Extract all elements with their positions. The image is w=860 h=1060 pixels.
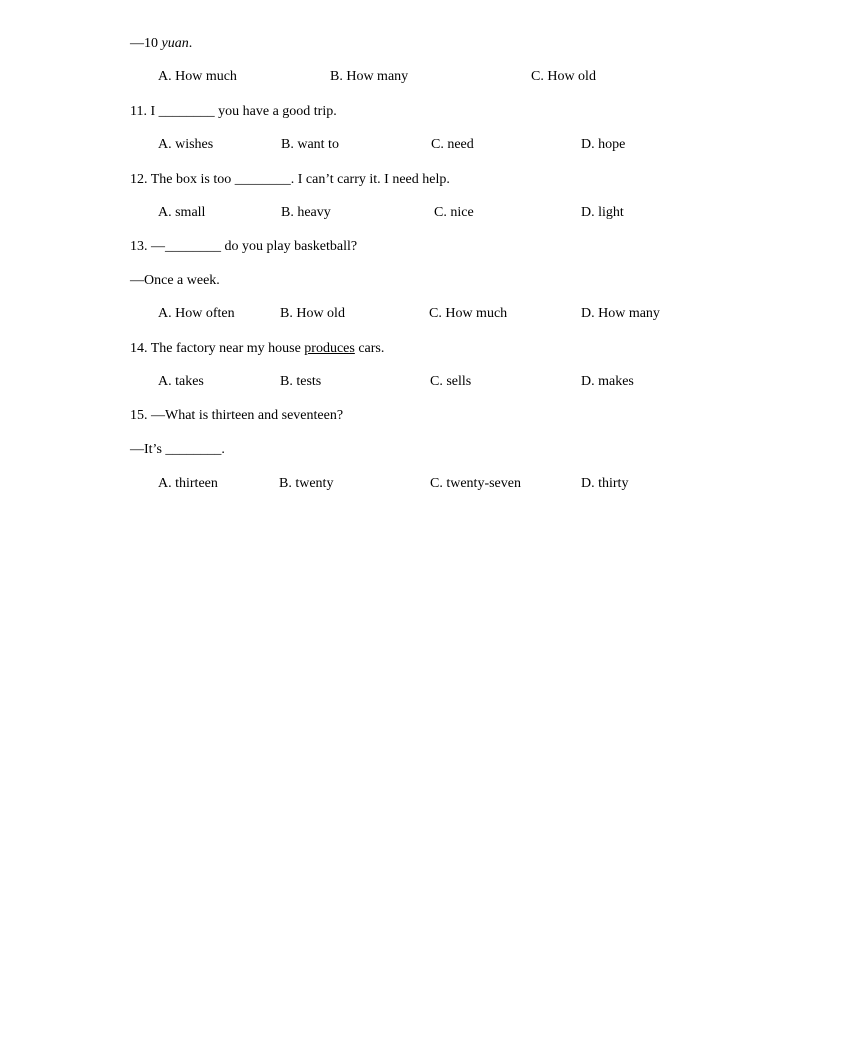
q14-option-c: C. sells [430,374,472,389]
q15-option-c: C. twenty-seven [430,476,521,491]
q13-option-c: C. How much [429,306,508,321]
q10-answer-prefix: —10 [130,36,162,51]
q13-stem: 13. —________ do you play basketball? [130,239,358,254]
q11-option-b: B. want to [281,137,339,152]
q13-option-a: A. How often [158,306,235,321]
q12-option-b: B. heavy [281,205,331,220]
q12-option-c: C. nice [434,205,474,220]
q14-stem [130,340,384,358]
q10-answer [130,35,192,53]
q15-option-a: A. thirteen [158,476,218,491]
q14-option-b: B. tests [280,374,322,389]
q11-option-a: A. wishes [158,137,214,152]
q15-stem: 15. —What is thirteen and seventeen? [130,408,344,423]
q11-option-d: D. hope [581,137,626,152]
q10-answer-suffix: . [188,36,193,51]
q12-option-a: A. small [158,205,206,220]
q11-stem: 11. I ________ you have a good trip. [130,104,337,119]
q14-option-d: D. makes [581,374,634,389]
q10-answer-italic: yuan [161,36,189,51]
q13-option-d: D. How many [581,306,660,321]
q13-reply: —Once a week. [130,273,220,288]
q13-option-b: B. How old [280,306,345,321]
q10-option-a: A. How much [158,69,237,84]
q14-option-a: A. takes [158,374,204,389]
q10-option-c: C. How old [531,69,596,84]
q14-underlined-word: produces [304,341,355,356]
q14-stem-before: 14. The factory near my house [130,341,305,356]
q15-option-b: B. twenty [279,476,334,491]
q15-reply: —It’s ________. [130,442,225,457]
q10-option-b: B. How many [330,69,409,84]
q15-option-d: D. thirty [581,476,629,491]
q12-option-d: D. light [581,205,624,220]
q11-option-c: C. need [431,137,474,152]
q14-stem-after: cars. [354,341,385,356]
q12-stem: 12. The box is too ________. I can’t carry it. I need help. [130,172,450,187]
